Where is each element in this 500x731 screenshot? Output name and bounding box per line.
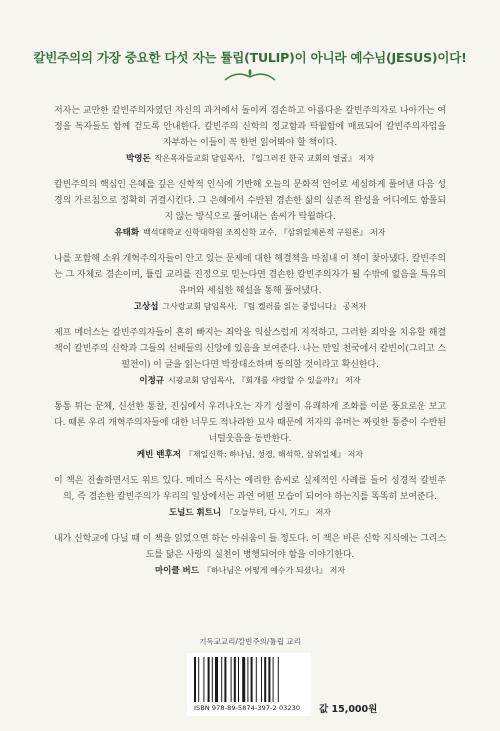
- endorsement-text: 내가 신학교에 다닐 때 이 책을 읽었으면 하는 아쉬움이 들 정도다. 이 책은 바른 신학 지식에는 그리스도를 닮은 사랑의 실천이 병행되어야 함을 이야기한다.: [54, 534, 446, 560]
- endorser-name: 케빈 밴후저: [136, 450, 181, 460]
- endorsement: [54, 251, 446, 314]
- endorser: [54, 448, 446, 462]
- endorser: [54, 226, 446, 240]
- endorsement: [54, 325, 446, 388]
- endorser-affiliation: 백석대학교 신학대학원 조직신학 교수, 『삼위일체론적 구원론』 저자: [143, 228, 386, 237]
- endorser-name: 고상섭: [133, 302, 159, 312]
- endorsement-text: 저자는 교만한 칼빈주의자였던 자신의 과거에서 돌이켜 겸손하고 아름다운 칼빈주의자로 나아가는 여정을 독자들도 함께 걷도록 안내한다. 칼빈주의 신학의 정교함과 탁월함에 매료되어 칼빈주의자임을 자부하는 이들이 꼭 한번 읽어봐야 할 책이다.: [54, 106, 446, 148]
- barcode: [187, 653, 311, 716]
- endorsement-text: 제프 메더스는 칼빈주의자들이 흔히 빠지는 죄악을 익살스럽게 지적하고, 그러한 죄악을 치유할 해결책이 칼빈주의 신학과 그들의 선배들의 신앙에 있음을 보여준다. 나는 만일 천국에서 칼빈이(그리고 스펄전이) 이 글을 읽는다면 박장대소하며 동의할 것이라고 확신한다.: [54, 328, 446, 370]
- endorsement-text: 칼빈주의의 핵심인 은혜를 깊은 신학적 인식에 기반해 오늘의 문화적 언어로 세심하게 풀어낸 다음 성경의 가르침으로 정확히 귀결시킨다. 그 은혜에서 수반된 겸손한 삶의 실존적 완성을 어디에도 함몰되지 않는 방식으로 풀어내는 솜씨가 탁월하다.: [54, 180, 446, 222]
- endorser-affiliation: 『오늘부터, 다시, 기도』 저자: [225, 508, 332, 517]
- book-category: 기독교교리/칼빈주의/튤립 교리: [199, 637, 301, 646]
- endorser: [54, 506, 446, 520]
- barcode-bars: [194, 657, 304, 702]
- endorser-name: 이정규: [139, 376, 165, 386]
- endorser-name: 도널드 휘트니: [168, 508, 222, 518]
- endorser: [54, 152, 446, 166]
- endorsement: [54, 103, 446, 166]
- endorser-name: 마이클 버드: [154, 566, 199, 576]
- endorser-affiliation: 그사랑교회 담임목사, 『팀 켈러를 읽는 중입니다』 공저자: [162, 302, 367, 311]
- endorser-affiliation: 시광교회 담임목사, 『회개를 사랑할 수 있을까?』 저자: [168, 376, 361, 385]
- endorser-affiliation: 『하나님은 어떻게 예수가 되셨나』 저자: [202, 566, 346, 575]
- headline: 칼빈주의의 가장 중요한 다섯 자는 튤립(TULIP)이 아니라 예수님(JESUS)이다!: [33, 50, 467, 65]
- endorsement-text: 이 책은 진솔하면서도 위트 있다. 메더스 목사는 예리한 솜씨로 실제적인 사례를 들어 성경적 칼빈주의, 즉 겸손한 칼빈주의가 우리의 일상에서는 과연 어떤 모습이 되어야 하는지를 똑똑히 보여준다.: [54, 476, 446, 502]
- endorsement: [54, 399, 446, 462]
- endorsement-list: [54, 103, 446, 589]
- endorser-affiliation: 『제일신학: 하나님, 성경, 해석학, 삼위일체』 저자: [184, 450, 364, 459]
- endorsement-text: 통통 튀는 문체, 신선한 통찰, 진심에서 우러나오는 자기 성찰이 유쾌하게 조화를 이룬 풍요로운 보고다. 때론 우리 개혁주의자들에 대한 너무도 적나라한 묘사 때문에 저자의 유머는 짜릿한 통증이 수반된 너털웃음을 동반한다.: [54, 402, 446, 444]
- endorsement-text: 나를 포함해 소위 개혁주의자들이 안고 있는 문제에 대한 해결책을 마침내 이 책이 찾아냈다. 칼빈주의는 그 자체로 겸손이며, 튤립 교리를 진정으로 믿는다면 겸손한 칼빈주의자가 될 수밖에 없음을 특유의 유머와 세심한 해설을 통해 풀어냈다.: [54, 254, 446, 296]
- price: 값 15,000원: [319, 704, 378, 715]
- endorser-affiliation: 작은목자들교회 담임목사, 『일그러진 한국 교회의 얼굴』 저자: [154, 154, 374, 163]
- endorsement: [54, 531, 446, 578]
- endorser: [54, 374, 446, 388]
- sprout-ornament-icon: [223, 68, 277, 82]
- isbn-number: ISBN 978-89-5874-397-2 03230: [194, 704, 301, 712]
- endorsement: [54, 177, 446, 240]
- endorser-name: 유태화: [114, 228, 140, 238]
- endorsement: [54, 473, 446, 520]
- endorser: [54, 564, 446, 578]
- endorser-name: 박영돈: [126, 154, 151, 164]
- endorser: [54, 300, 446, 314]
